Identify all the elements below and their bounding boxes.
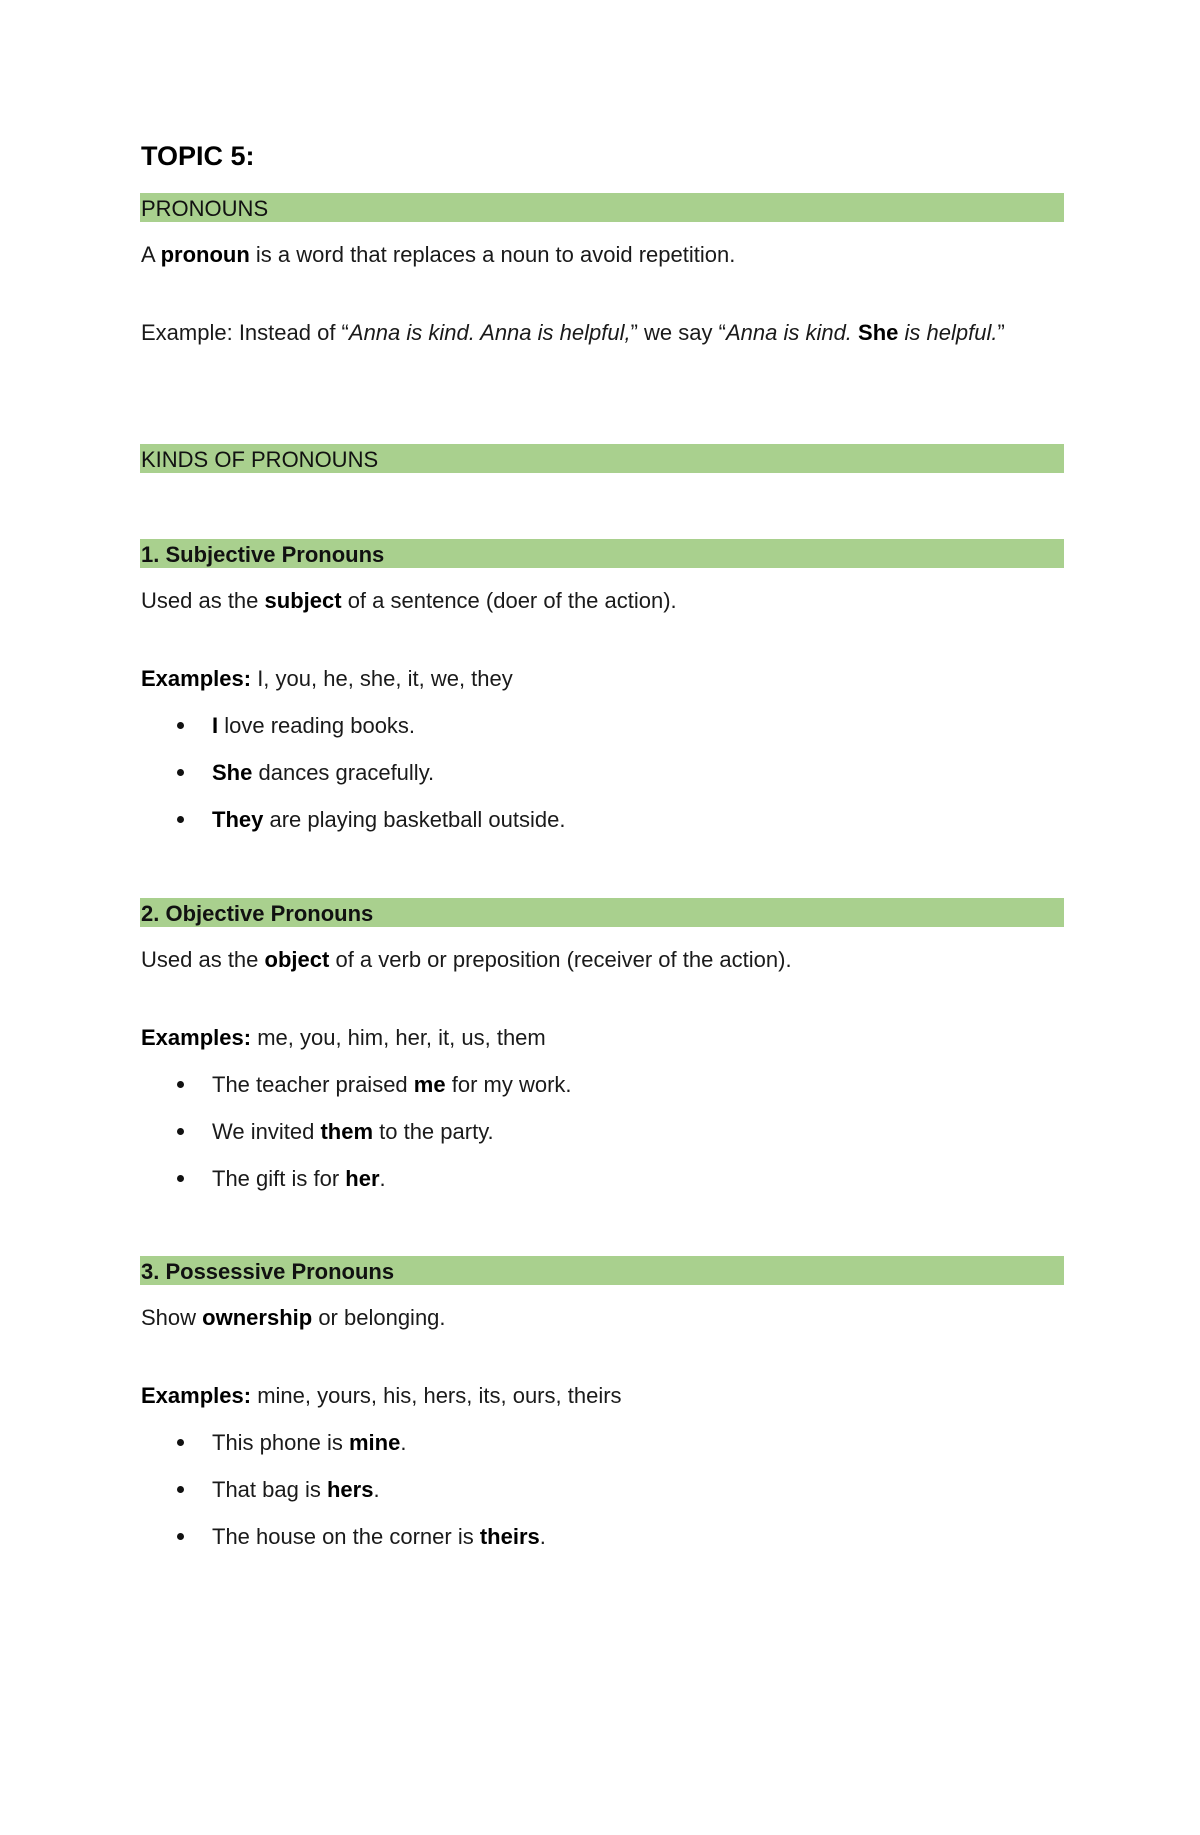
example-list <box>141 1069 572 1210</box>
bullet-icon <box>177 769 184 776</box>
bullet-icon <box>177 1128 184 1135</box>
examples-line: Examples: mine, yours, his, hers, its, ours, theirs <box>141 1383 622 1408</box>
section-heading: KINDS OF PRONOUNS <box>141 447 379 472</box>
definition-term: pronoun <box>160 242 250 267</box>
bullet-icon <box>177 1081 184 1088</box>
examples-line: Examples: me, you, him, her, it, us, them <box>141 1025 546 1050</box>
list-item: The house on the corner is theirs. <box>141 1521 546 1568</box>
bullet-icon <box>177 1439 184 1446</box>
list-item: I love reading books. <box>141 710 565 757</box>
section-band-objective <box>140 898 1064 927</box>
bullet-icon <box>177 1175 184 1182</box>
subsection-heading: 3. Possessive Pronouns <box>141 1259 395 1284</box>
example-paragraph: Example: Instead of “Anna is kind. Anna is helpful,” we say “Anna is kind. She is helpful.” <box>141 320 1005 345</box>
section-band-possessive <box>140 1256 1064 1285</box>
section-band-subjective <box>140 539 1064 568</box>
list-item: We invited them to the party. <box>141 1116 572 1163</box>
section-description: Used as the subject of a sentence (doer of the action). <box>141 588 677 613</box>
list-item: They are playing basketball outside. <box>141 804 565 851</box>
example-list <box>141 710 565 851</box>
subsection-heading: 1. Subjective Pronouns <box>141 542 385 567</box>
page-title: TOPIC 5: <box>141 141 255 171</box>
bullet-icon <box>177 722 184 729</box>
list-item: That bag is hers. <box>141 1474 546 1521</box>
section-description: Show ownership or belonging. <box>141 1305 446 1330</box>
section-band-pronouns <box>140 193 1064 222</box>
bullet-icon <box>177 1533 184 1540</box>
examples-line: Examples: I, you, he, she, it, we, they <box>141 666 513 691</box>
list-item: She dances gracefully. <box>141 757 565 804</box>
example-emphasis: She <box>858 320 899 345</box>
example-list <box>141 1427 546 1568</box>
definition-paragraph: A pronoun is a word that replaces a noun to avoid repetition. <box>141 242 736 267</box>
subsection-heading: 2. Objective Pronouns <box>141 901 374 926</box>
section-heading: PRONOUNS <box>141 196 269 221</box>
list-item: The gift is for her. <box>141 1163 572 1210</box>
list-item: This phone is mine. <box>141 1427 546 1474</box>
section-band-kinds <box>140 444 1064 473</box>
list-item: The teacher praised me for my work. <box>141 1069 572 1116</box>
bullet-icon <box>177 1486 184 1493</box>
bullet-icon <box>177 816 184 823</box>
section-description: Used as the object of a verb or preposition (receiver of the action). <box>141 947 792 972</box>
